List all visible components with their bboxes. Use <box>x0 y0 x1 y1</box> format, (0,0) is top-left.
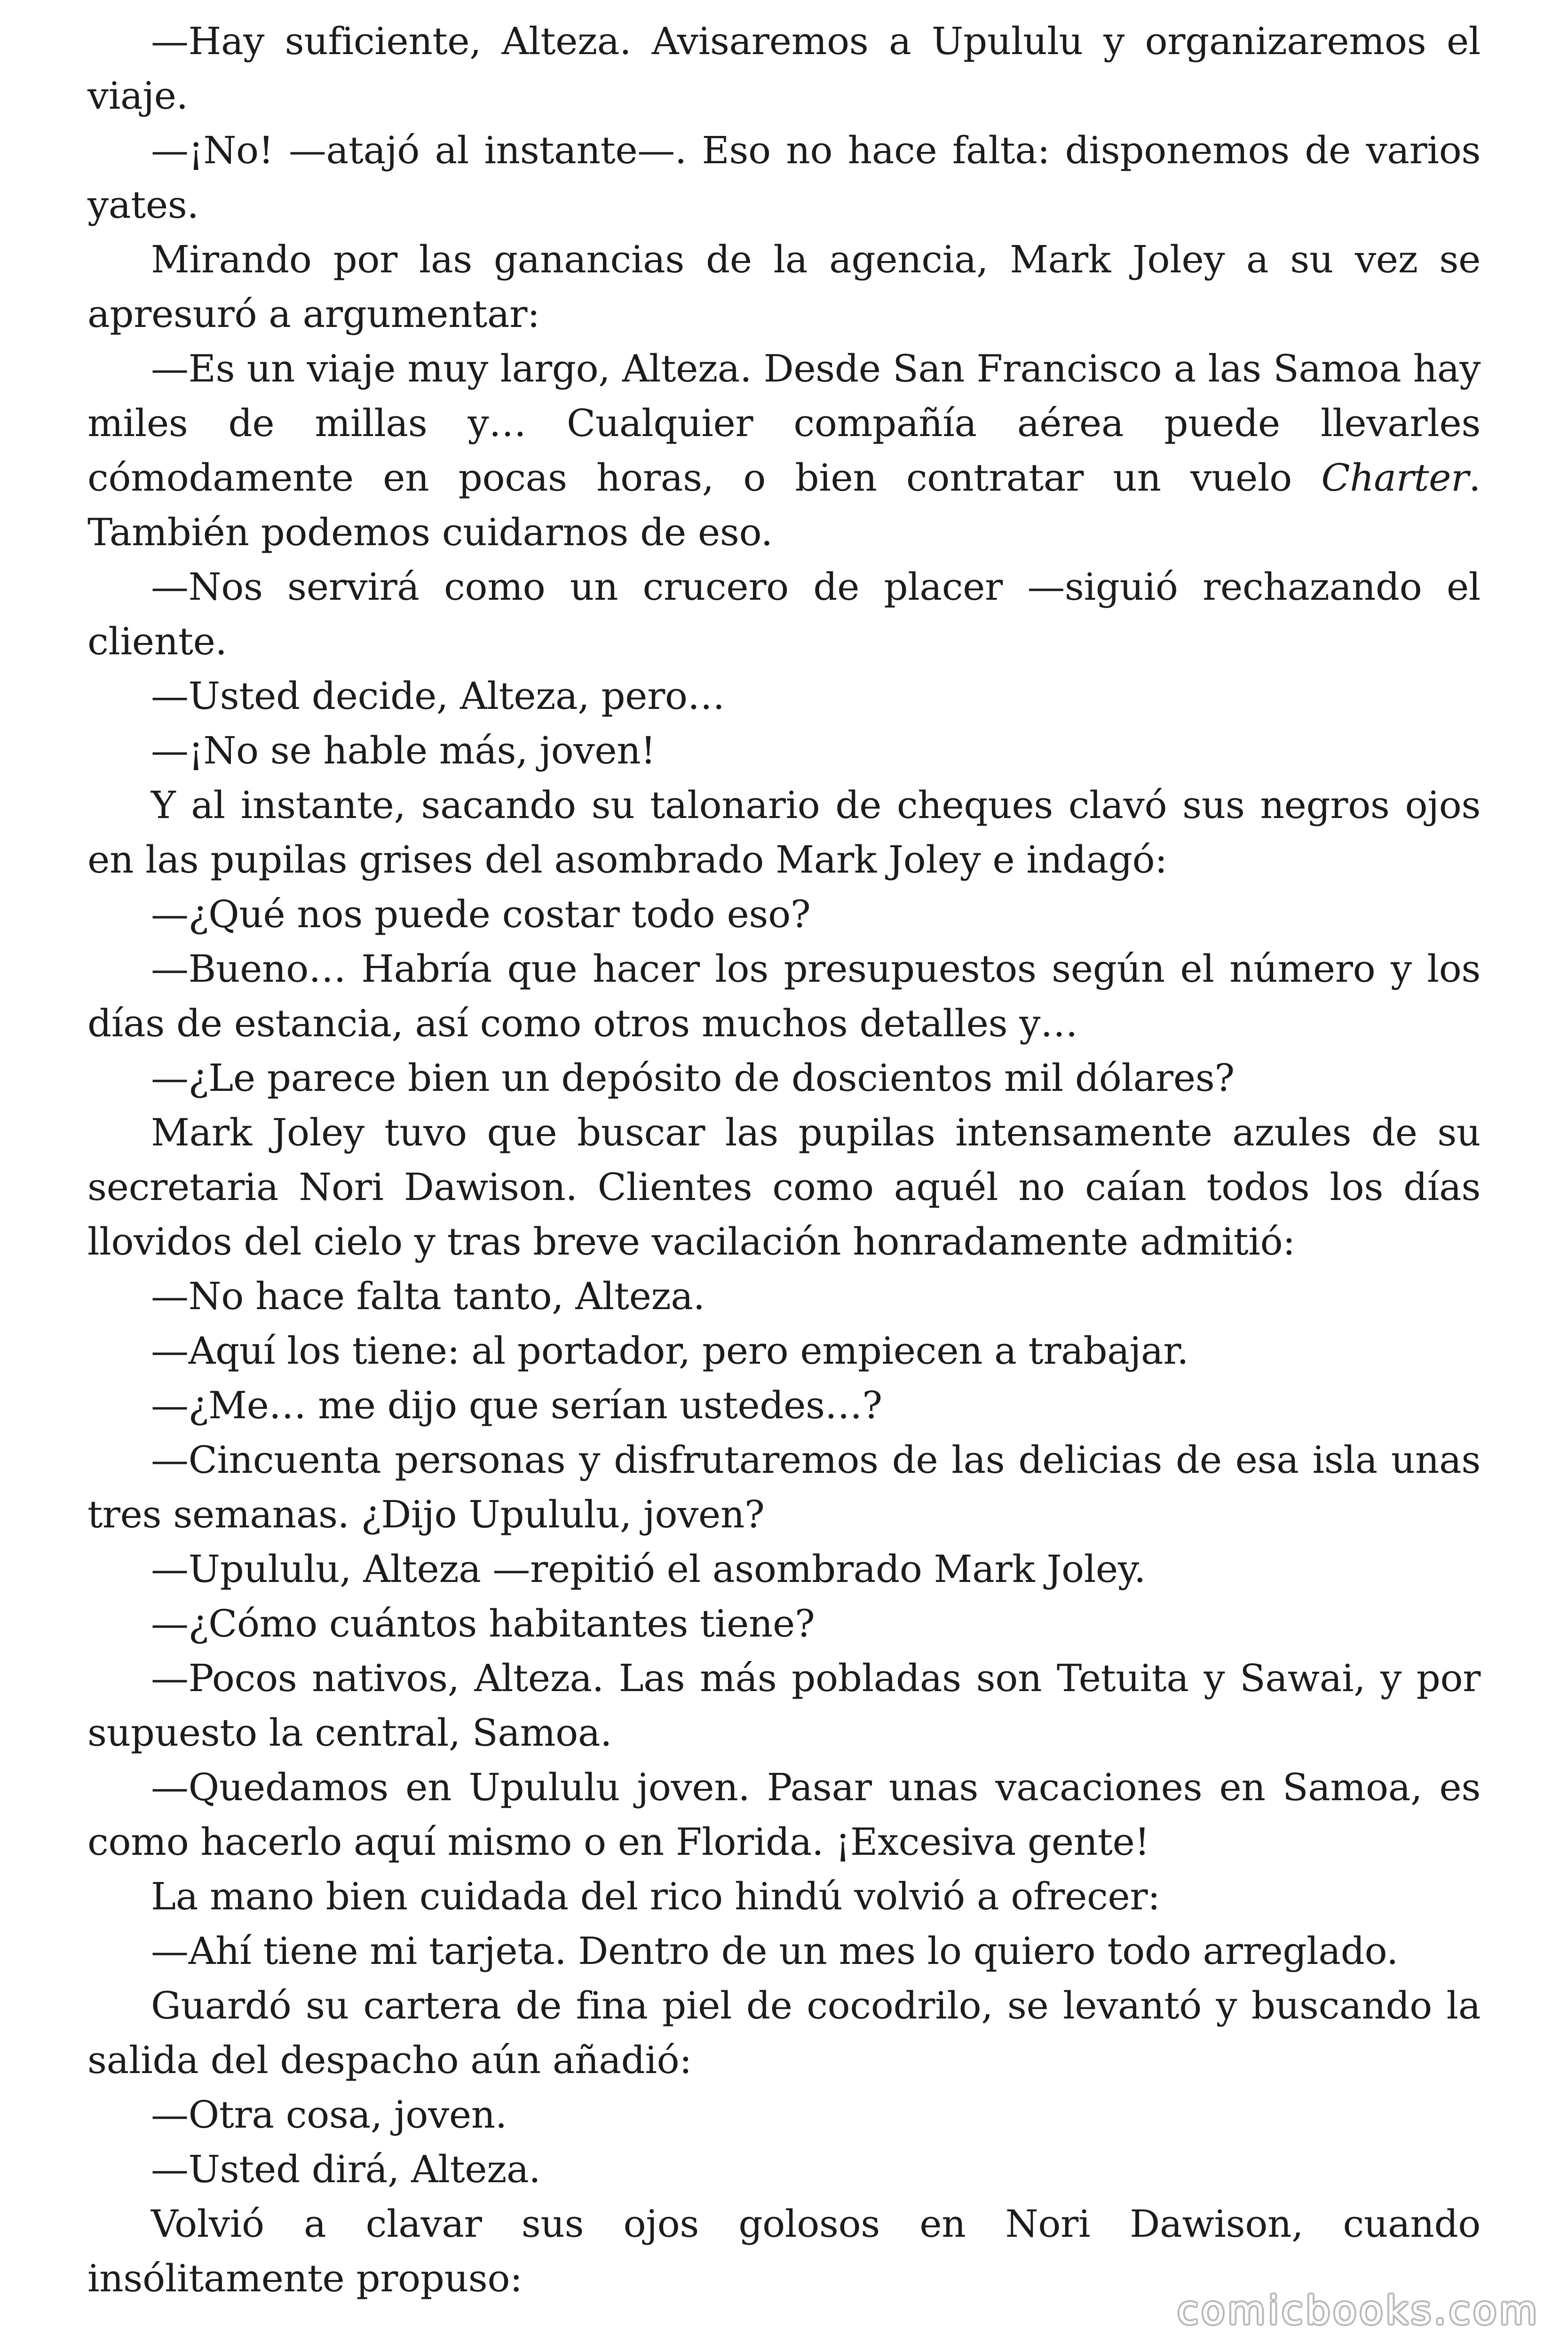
paragraph: —Usted decide, Alteza, pero… <box>151 674 725 718</box>
paragraph: —¿Le parece bien un depósito de doscientos mil dólares? <box>151 1056 1235 1100</box>
paragraph: —Upululu, Alteza —repitió el asombrado Mark Joley. <box>151 1547 1146 1591</box>
paragraph: —Aquí los tiene: al portador, pero empiecen a trabajar. <box>151 1329 1189 1373</box>
paragraph: —¿Qué nos puede costar todo eso? <box>151 892 811 936</box>
paragraph: —Cincuenta personas y disfrutaremos de las delicias de esa isla unas tres semanas. ¿Dijo Upululu, joven? <box>87 1438 1481 1536</box>
paragraph: —¡No! —atajó al instante—. Eso no hace falta: disponemos de varios yates. <box>87 128 1481 227</box>
paragraph: —Quedamos en Upululu joven. Pasar unas vacaciones en Samoa, es como hacerlo aquí mismo o en Florida. ¡Excesiva gente! <box>87 1765 1481 1864</box>
paragraph: —No hace falta tanto, Alteza. <box>151 1274 705 1318</box>
paragraph: Guardó su cartera de fina piel de cocodrilo, se levantó y buscando la salida del despacho aún añadió: <box>87 1984 1481 2082</box>
paragraph: —¿Me… me dijo que serían ustedes…? <box>151 1383 882 1427</box>
paragraph: Y al instante, sacando su talonario de cheques clavó sus negros ojos en las pupilas grises del asombrado Mark Joley e indagó: <box>87 783 1481 882</box>
paragraph-text: —Es un viaje muy largo, Alteza. Desde San Francisco a las Samoa hay miles de millas y… Cualquier compañía aérea puede llevarles cómodamente en pocas horas, o bien contratar un vuelo <box>87 347 1481 500</box>
paragraph: —Ahí tiene mi tarjeta. Dentro de un mes lo quiero todo arreglado. <box>151 1929 1398 1973</box>
paragraph: Volvió a clavar sus ojos golosos en Nori Dawison, cuando insólitamente propuso: <box>87 2202 1481 2300</box>
paragraph: Mark Joley tuvo que buscar las pupilas intensamente azules de su secretaria Nori Dawison. Clientes como aquél no caían todos los días llovidos del cielo y tras breve vacilación honradamente admitió: <box>87 1111 1481 1263</box>
italic-term: Charter <box>1321 456 1469 500</box>
paragraph: —Hay suficiente, Alteza. Avisaremos a Upululu y organizaremos el viaje. <box>87 19 1481 118</box>
paragraph: —¡No se hable más, joven! <box>151 729 656 772</box>
paragraph: Mirando por las ganancias de la agencia, Mark Joley a su vez se apresuró a argumentar: <box>87 238 1481 336</box>
paragraph: —Pocos nativos, Alteza. Las más pobladas son Tetuita y Sawai, y por supuesto la central, Samoa. <box>87 1656 1481 1755</box>
paragraph-text: . También podemos cuidarnos de eso. <box>87 456 1481 554</box>
page-body <box>87 14 1481 2306</box>
paragraph <box>87 342 1481 560</box>
paragraph: —Otra cosa, joven. <box>151 2093 507 2137</box>
paragraph: —¿Cómo cuántos habitantes tiene? <box>151 1602 815 1645</box>
watermark: comicbooks.com <box>1177 2288 1540 2333</box>
paragraph: —Usted dirá, Alteza. <box>151 2147 541 2191</box>
paragraph: La mano bien cuidada del rico hindú volvió a ofrecer: <box>151 1875 1160 1918</box>
paragraph: —Nos servirá como un crucero de placer —siguió rechazando el cliente. <box>87 565 1481 663</box>
paragraph: —Bueno… Habría que hacer los presupuestos según el número y los días de estancia, así como otros muchos detalles y… <box>87 947 1481 1045</box>
